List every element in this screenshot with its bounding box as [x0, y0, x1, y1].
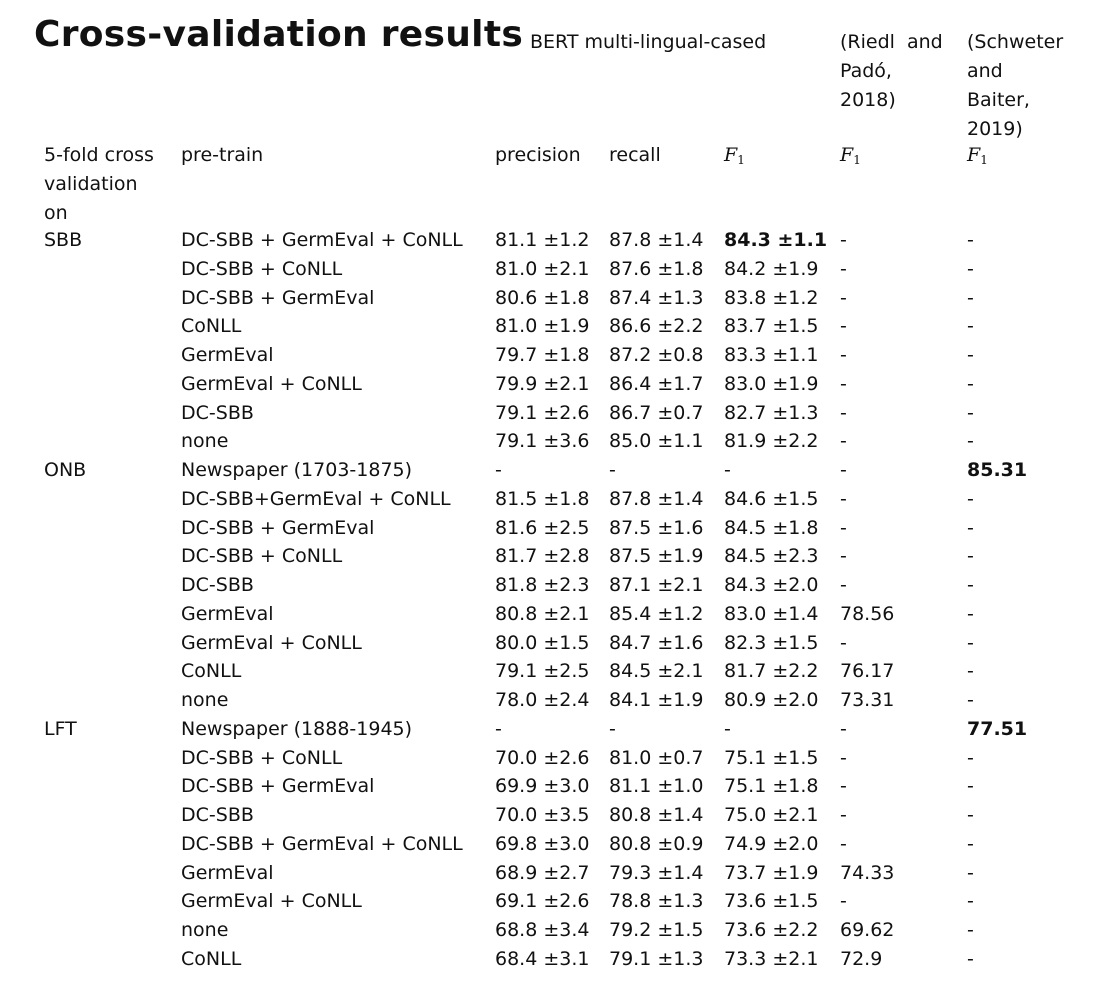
precision-cell: 69.8 ±3.0 — [495, 832, 590, 855]
pretrain-cell: DC-SBB + CoNLL — [181, 545, 343, 568]
precision-cell: 81.7 ±2.8 — [495, 545, 590, 568]
f1-cell: 74.9 ±2.0 — [724, 832, 819, 855]
schweter-header-line: and — [967, 60, 1003, 82]
schweter-f1-cell: - — [967, 890, 974, 913]
f1-cell: 73.3 ±2.1 — [724, 947, 819, 970]
pretrain-cell: DC-SBB + GermEval + CoNLL — [181, 229, 463, 251]
pretrain-cell: DC-SBB + GermEval — [181, 775, 375, 798]
pretrain-cell: DC-SBB + GermEval — [181, 286, 375, 309]
f1-cell: 73.7 ±1.9 — [724, 861, 819, 884]
precision-cell: 70.0 ±2.6 — [495, 746, 590, 769]
riedl-header-line: (Riedl and — [840, 31, 943, 53]
riedl-f1-cell: - — [840, 717, 847, 740]
f1-cell: 73.6 ±2.2 — [724, 919, 819, 941]
fold-cell: SBB — [44, 229, 83, 251]
recall-cell: 84.7 ±1.6 — [609, 631, 704, 654]
riedl-f1-cell: - — [840, 372, 847, 395]
riedl-f1-cell: - — [840, 545, 847, 568]
pretrain-cell: none — [181, 689, 229, 711]
schweter-f1-cell: - — [967, 689, 974, 711]
schweter-f1-cell: - — [967, 372, 974, 395]
precision-cell: 80.6 ±1.8 — [495, 286, 590, 309]
riedl-f1-cell: - — [840, 344, 847, 366]
riedl-f1-column-header — [840, 141, 861, 175]
precision-cell: 68.8 ±3.4 — [495, 919, 590, 941]
f1-cell: 75.1 ±1.8 — [724, 775, 819, 798]
fold-column-header — [44, 141, 154, 228]
pretrain-cell: DC-SBB + GermEval + CoNLL — [181, 832, 463, 855]
recall-cell: 87.8 ±1.4 — [609, 487, 704, 510]
schweter-f1-cell: - — [967, 315, 974, 338]
schweter-f1-cell: - — [967, 861, 974, 884]
precision-cell: 79.7 ±1.8 — [495, 344, 590, 366]
riedl-f1-cell: - — [840, 286, 847, 309]
schweter-f1-cell: - — [967, 660, 974, 683]
riedl-f1-cell: 72.9 — [840, 947, 883, 970]
recall-cell: 79.3 ±1.4 — [609, 861, 704, 884]
f1-cell: 83.0 ±1.4 — [724, 602, 819, 625]
bert-group-header: BERT multi-lingual-cased — [530, 31, 767, 53]
schweter-f1-cell: - — [967, 804, 974, 826]
f1-cell: 84.5 ±2.3 — [724, 545, 819, 568]
riedl-f1-cell: - — [840, 804, 847, 826]
schweter-header-line: Baiter, — [967, 89, 1030, 111]
pretrain-cell: DC-SBB — [181, 574, 254, 596]
schweter-f1-cell: - — [967, 947, 974, 970]
f1-cell: 82.3 ±1.5 — [724, 631, 819, 654]
riedl-f1-cell: 78.56 — [840, 602, 895, 625]
fold-header-line: validation — [44, 173, 138, 195]
f1-cell: 84.2 ±1.9 — [724, 257, 819, 280]
f1-symbol: F — [967, 144, 981, 166]
f1-cell: 73.6 ±1.5 — [724, 890, 819, 913]
f1-cell: 82.7 ±1.3 — [724, 401, 819, 424]
recall-cell: 87.6 ±1.8 — [609, 257, 704, 280]
recall-cell: 87.5 ±1.9 — [609, 545, 704, 568]
recall-cell: 86.6 ±2.2 — [609, 315, 704, 338]
riedl-f1-cell: - — [840, 746, 847, 769]
schweter-f1-cell: - — [967, 229, 974, 251]
f1-cell: 83.3 ±1.1 — [724, 344, 819, 366]
schweter-f1-cell: - — [967, 602, 974, 625]
recall-cell: 87.8 ±1.4 — [609, 229, 704, 251]
pretrain-cell: DC-SBB + CoNLL — [181, 746, 343, 769]
recall-column-header: recall — [609, 144, 661, 166]
pretrain-cell: DC-SBB + GermEval — [181, 516, 375, 539]
riedl-f1-cell: - — [840, 832, 847, 855]
recall-cell: 84.1 ±1.9 — [609, 689, 704, 711]
pretrain-cell: none — [181, 430, 229, 453]
riedl-f1-cell: - — [840, 574, 847, 596]
precision-cell: 80.0 ±1.5 — [495, 631, 590, 654]
precision-cell: 79.1 ±3.6 — [495, 430, 590, 453]
schweter-f1-cell: - — [967, 286, 974, 309]
f1-cell: 80.9 ±2.0 — [724, 689, 819, 711]
recall-cell: 81.0 ±0.7 — [609, 746, 704, 769]
schweter-f1-cell: - — [967, 775, 974, 798]
riedl-f1-cell: - — [840, 257, 847, 280]
pretrain-column-header: pre-train — [181, 144, 264, 166]
recall-cell: 86.7 ±0.7 — [609, 401, 704, 424]
f1-cell: 84.3 ±1.1 — [724, 229, 828, 251]
pretrain-cell: DC-SBB + CoNLL — [181, 257, 343, 280]
f1-symbol: F — [840, 144, 854, 166]
schweter-header-line: (Schweter — [967, 31, 1064, 53]
recall-cell: 81.1 ±1.0 — [609, 775, 704, 798]
precision-cell: 79.9 ±2.1 — [495, 372, 590, 395]
precision-cell: 79.1 ±2.5 — [495, 660, 590, 683]
schweter-f1-cell: - — [967, 257, 974, 280]
schweter-f1-cell: - — [967, 516, 974, 539]
precision-cell: 68.9 ±2.7 — [495, 861, 590, 884]
recall-cell: 87.1 ±2.1 — [609, 574, 704, 596]
pretrain-cell: CoNLL — [181, 660, 242, 683]
precision-cell: 81.5 ±1.8 — [495, 487, 590, 510]
schweter-f1-column-header — [967, 141, 988, 175]
riedl-f1-cell: 73.31 — [840, 689, 895, 711]
precision-cell: 81.1 ±1.2 — [495, 229, 590, 251]
pretrain-cell: CoNLL — [181, 947, 242, 970]
schweter-f1-cell: 85.31 — [967, 459, 1028, 481]
riedl-f1-cell: - — [840, 401, 847, 424]
recall-cell: 87.4 ±1.3 — [609, 286, 704, 309]
schweter-f1-cell: - — [967, 631, 974, 654]
pretrain-cell: none — [181, 919, 229, 941]
f1-column-header — [724, 141, 745, 175]
page-title: Cross-validation results — [34, 14, 524, 55]
riedl-f1-cell: - — [840, 430, 847, 453]
riedl-f1-cell: - — [840, 775, 847, 798]
pretrain-cell: Newspaper (1888-1945) — [181, 717, 413, 740]
precision-cell: 81.6 ±2.5 — [495, 516, 590, 539]
f1-cell: 83.0 ±1.9 — [724, 372, 819, 395]
riedl-header-line: 2018) — [840, 89, 896, 111]
schweter-f1-cell: - — [967, 746, 974, 769]
schweter-f1-cell: - — [967, 545, 974, 568]
schweter-f1-cell: - — [967, 487, 974, 510]
precision-cell: 69.1 ±2.6 — [495, 890, 590, 913]
f1-subscript: 1 — [737, 153, 745, 167]
f1-symbol: F — [724, 144, 738, 166]
precision-cell: 68.4 ±3.1 — [495, 947, 590, 970]
precision-cell: 78.0 ±2.4 — [495, 689, 590, 711]
recall-cell: 80.8 ±1.4 — [609, 804, 704, 826]
recall-cell: 85.4 ±1.2 — [609, 602, 704, 625]
recall-cell: 80.8 ±0.9 — [609, 832, 704, 855]
schweter-f1-cell: - — [967, 832, 974, 855]
f1-cell: 75.0 ±2.1 — [724, 804, 819, 826]
riedl-f1-cell: - — [840, 315, 847, 338]
recall-cell: 86.4 ±1.7 — [609, 372, 704, 395]
pretrain-cell: GermEval + CoNLL — [181, 631, 362, 654]
riedl-f1-cell: 76.17 — [840, 660, 895, 683]
pretrain-cell: DC-SBB+GermEval + CoNLL — [181, 487, 451, 510]
riedl-f1-cell: 69.62 — [840, 919, 895, 941]
f1-cell: 84.6 ±1.5 — [724, 487, 819, 510]
fold-cell: ONB — [44, 459, 87, 481]
pretrain-cell: GermEval + CoNLL — [181, 372, 362, 395]
riedl-f1-cell: - — [840, 631, 847, 654]
fold-header-line: 5-fold cross — [44, 144, 154, 166]
fold-header-line: on — [44, 202, 68, 224]
precision-cell: 81.8 ±2.3 — [495, 574, 590, 596]
precision-cell: - — [495, 717, 502, 740]
fold-cell: LFT — [44, 717, 77, 740]
f1-cell: 83.7 ±1.5 — [724, 315, 819, 338]
precision-column-header: precision — [495, 144, 581, 166]
pretrain-cell: DC-SBB — [181, 401, 254, 424]
f1-cell: 81.9 ±2.2 — [724, 430, 819, 453]
schweter-f1-cell: - — [967, 401, 974, 424]
f1-subscript: 1 — [980, 153, 988, 167]
precision-cell: 81.0 ±1.9 — [495, 315, 590, 338]
schweter-f1-cell: 77.51 — [967, 717, 1028, 740]
riedl-f1-cell: - — [840, 890, 847, 913]
pretrain-cell: Newspaper (1703-1875) — [181, 459, 413, 481]
recall-cell: 78.8 ±1.3 — [609, 890, 704, 913]
schweter-f1-cell: - — [967, 344, 974, 366]
recall-cell: 79.2 ±1.5 — [609, 919, 704, 941]
recall-cell: - — [609, 459, 616, 481]
schweter-f1-cell: - — [967, 574, 974, 596]
schweter-f1-cell: - — [967, 430, 974, 453]
riedl-f1-cell: - — [840, 229, 847, 251]
riedl-f1-cell: 74.33 — [840, 861, 895, 884]
pretrain-cell: GermEval — [181, 861, 274, 884]
f1-cell: 83.8 ±1.2 — [724, 286, 819, 309]
precision-cell: 69.9 ±3.0 — [495, 775, 590, 798]
recall-cell: 87.2 ±0.8 — [609, 344, 704, 366]
riedl-header-line: Padó, — [840, 60, 892, 82]
f1-cell: 84.3 ±2.0 — [724, 574, 819, 596]
pretrain-cell: CoNLL — [181, 315, 242, 338]
riedl-f1-cell: - — [840, 487, 847, 510]
pretrain-cell: GermEval — [181, 344, 274, 366]
schweter-header-line: 2019) — [967, 118, 1023, 140]
f1-cell: 75.1 ±1.5 — [724, 746, 819, 769]
riedl-header — [840, 28, 943, 115]
riedl-f1-cell: - — [840, 516, 847, 539]
recall-cell: 85.0 ±1.1 — [609, 430, 704, 453]
f1-cell: - — [724, 459, 731, 481]
recall-cell: 79.1 ±1.3 — [609, 947, 704, 970]
schweter-header — [967, 28, 1063, 144]
recall-cell: 87.5 ±1.6 — [609, 516, 704, 539]
precision-cell: 70.0 ±3.5 — [495, 804, 590, 826]
precision-cell: - — [495, 459, 502, 481]
f1-subscript: 1 — [853, 153, 861, 167]
precision-cell: 80.8 ±2.1 — [495, 602, 590, 625]
recall-cell: 84.5 ±2.1 — [609, 660, 704, 683]
schweter-f1-cell: - — [967, 919, 974, 941]
recall-cell: - — [609, 717, 616, 740]
f1-cell: 84.5 ±1.8 — [724, 516, 819, 539]
precision-cell: 81.0 ±2.1 — [495, 257, 590, 280]
riedl-f1-cell: - — [840, 459, 847, 481]
precision-cell: 79.1 ±2.6 — [495, 401, 590, 424]
pretrain-cell: DC-SBB — [181, 804, 254, 826]
pretrain-cell: GermEval + CoNLL — [181, 890, 362, 913]
f1-cell: - — [724, 717, 731, 740]
pretrain-cell: GermEval — [181, 602, 274, 625]
f1-cell: 81.7 ±2.2 — [724, 660, 819, 683]
